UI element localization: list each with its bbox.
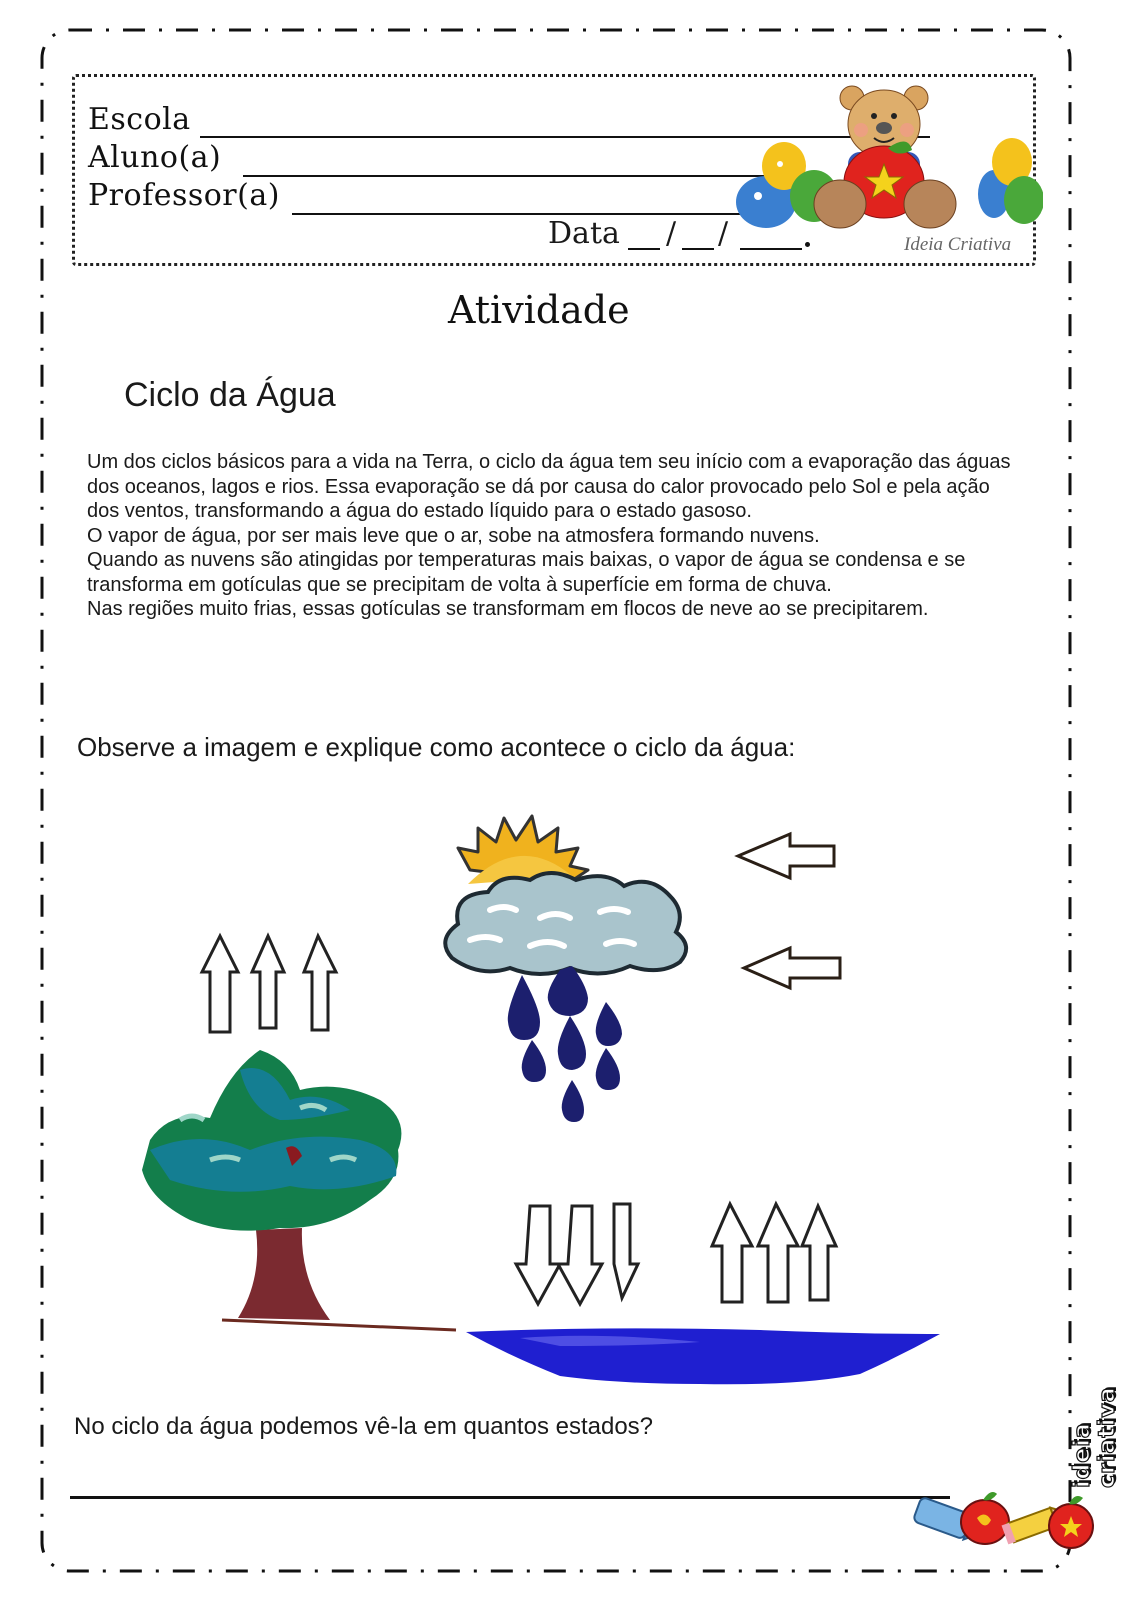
paragraph-4: Nas regiões muito frias, essas gotículas se transformam em flocos de neve ao se precipitarem. <box>87 598 929 620</box>
date-label-text: Data <box>548 216 620 251</box>
paragraph-2: O vapor de água, por ser mais leve que o ar, sobe na atmosfera formando nuvens. <box>87 524 820 547</box>
instruction-text: Observe a imagem e explique como acontece o ciclo da água: <box>77 732 796 762</box>
teacher-label: Professor(a) <box>88 178 280 213</box>
brand-signature: Ideia Criativa <box>904 234 1012 255</box>
sun-icon <box>458 816 588 884</box>
teacher-input-line[interactable] <box>292 213 742 215</box>
date-day-field[interactable] <box>628 248 660 250</box>
question-text: No ciclo da água podemos vê-la em quantos estados? <box>74 1413 654 1440</box>
paragraph-1: Um dos ciclos básicos para a vida na Terra, o ciclo da água tem seu início com a evaporação das águas dos oceanos, lagos e rios. Essa evaporação se dá por causa do calor provocado pelo Sol e pela ação dos ventos, transformando a água do estado líquido para o estado gasoso. <box>87 451 1011 522</box>
precipitation-arrows-down <box>516 1204 638 1304</box>
date-sep-2: / <box>718 216 729 251</box>
tree-icon <box>142 1050 401 1320</box>
date-label <box>548 216 620 251</box>
date-period <box>805 242 810 247</box>
date-month-field[interactable] <box>682 248 714 250</box>
wind-arrows-left <box>738 834 840 988</box>
raindrops-icon <box>508 966 622 1122</box>
water-cycle-diagram <box>0 790 1131 1400</box>
crayon-apples-pencil-illustration <box>905 1480 1125 1555</box>
school-label: Escola <box>88 102 191 137</box>
vertical-brand-text: ideia criativa <box>1070 1386 1120 1488</box>
transpiration-arrows-up <box>202 936 336 1032</box>
body-text <box>87 450 1022 622</box>
evaporation-arrows-up <box>712 1204 836 1302</box>
answer-line[interactable] <box>70 1496 950 1499</box>
date-year-field[interactable] <box>740 248 802 250</box>
rain-cloud-icon <box>445 873 686 974</box>
lake-icon <box>466 1328 940 1384</box>
paragraph-3: Quando as nuvens são atingidas por temperaturas mais baixas, o vapor de água se condensa e se transforma em gotículas que se precipitam de volta à superfície em forma de chuva. <box>87 549 966 596</box>
date-sep-1: / <box>666 216 677 251</box>
section-subtitle: Ciclo da Água <box>124 376 336 414</box>
ground-line <box>222 1320 456 1330</box>
page-title: Atividade <box>448 288 630 332</box>
student-label: Aluno(a) <box>88 140 222 175</box>
teddy-bear-illustration <box>728 84 1043 234</box>
